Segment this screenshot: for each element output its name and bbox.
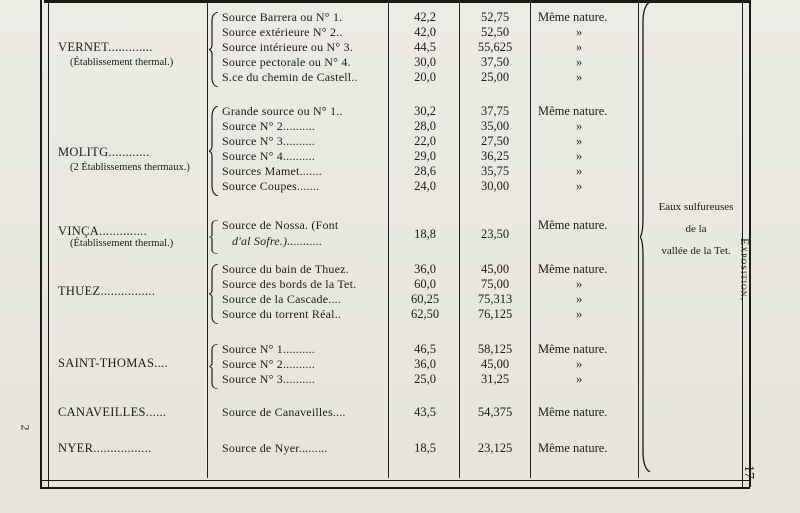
side-title: Exposition.	[738, 238, 752, 302]
water-nature: »	[576, 292, 583, 306]
margin-mark: 2	[18, 424, 33, 431]
row-brace	[209, 344, 219, 389]
source-name: Source pectorale ou N° 4.	[222, 55, 351, 69]
source-name: Source du torrent Réal..	[222, 307, 342, 321]
temperature-centigrade: 35,75	[480, 164, 510, 178]
temperature-reaumur: 43,5	[414, 405, 436, 419]
temperature-centigrade: 27,50	[480, 134, 510, 148]
source-name: Source N° 1..........	[222, 342, 315, 356]
water-nature: »	[576, 119, 583, 133]
temperature-centigrade: 45,00	[480, 357, 510, 371]
source-name: Source N° 2..........	[222, 357, 315, 371]
column-divider	[388, 0, 389, 478]
source-name: Source des bords de la Tet.	[222, 277, 357, 291]
water-nature: »	[576, 179, 583, 193]
temperature-centigrade: 58,125	[477, 342, 513, 356]
source-name: S.ce du chemin de Castell..	[222, 70, 358, 84]
frame-left-rule	[40, 0, 49, 487]
row-brace	[209, 12, 219, 87]
temperature-centigrade: 54,375	[477, 405, 513, 419]
source-name: Source du bain de Thuez.	[222, 262, 349, 276]
source-name: Source Barrera ou N° 1.	[222, 10, 343, 24]
temperature-centigrade: 75,313	[477, 292, 513, 306]
group-name: VERNET.............	[58, 40, 153, 54]
group-name: MOLITG............	[58, 145, 150, 159]
row-brace	[209, 106, 219, 196]
frame-bottom-rule	[40, 480, 750, 489]
water-nature: »	[576, 307, 583, 321]
source-name: Sources Mamet.......	[222, 164, 322, 178]
temperature-centigrade: 55,625	[477, 40, 513, 54]
group-name: CANAVEILLES......	[58, 405, 167, 419]
general-note-line2	[648, 222, 744, 237]
temperature-centigrade: 52,75	[480, 10, 510, 24]
water-nature: »	[576, 164, 583, 178]
temperature-reaumur: 20,0	[414, 70, 436, 84]
group-brace	[640, 2, 652, 472]
general-line2: de la	[685, 223, 707, 235]
water-nature: Même nature.	[538, 218, 608, 232]
water-nature: Même nature.	[538, 262, 608, 276]
temperature-centigrade: 76,125	[477, 307, 513, 321]
water-nature: Même nature.	[538, 104, 608, 118]
general-note-line1	[648, 200, 744, 215]
page-number: 17	[741, 465, 756, 479]
source-name: Source intérieure ou N° 3.	[222, 40, 353, 54]
temperature-centigrade: 52,50	[480, 25, 510, 39]
water-nature: »	[576, 372, 583, 386]
source-name: Source de la Cascade....	[222, 292, 342, 306]
source-name: Source Coupes.......	[222, 179, 320, 193]
temperature-reaumur: 28,0	[414, 119, 436, 133]
water-nature: »	[576, 277, 583, 291]
temperature-reaumur: 29,0	[414, 149, 436, 163]
temperature-reaumur: 42,2	[414, 10, 436, 24]
temperature-centigrade: 75,00	[480, 277, 510, 291]
water-nature: Même nature.	[538, 405, 608, 419]
source-name: Source de Canaveilles....	[222, 405, 346, 419]
temperature-centigrade: 23,50	[480, 227, 510, 241]
group-name: NYER.................	[58, 441, 152, 455]
temperature-reaumur: 36,0	[414, 262, 436, 276]
source-name: Source extérieure N° 2..	[222, 25, 343, 39]
temperature-centigrade: 36,25	[480, 149, 510, 163]
water-nature: »	[576, 55, 583, 69]
temperature-reaumur: 36,0	[414, 357, 436, 371]
temperature-centigrade: 45,00	[480, 262, 510, 276]
water-nature: »	[576, 134, 583, 148]
source-name: Source de Nyer.........	[222, 441, 328, 455]
row-brace	[209, 264, 219, 324]
water-nature: »	[576, 25, 583, 39]
source-name: Source N° 3..........	[222, 134, 315, 148]
column-divider	[530, 0, 531, 478]
temperature-centigrade: 25,00	[480, 70, 510, 84]
water-nature: Même nature.	[538, 441, 608, 455]
group-name: THUEZ................	[58, 284, 156, 298]
water-nature: Même nature.	[538, 10, 608, 24]
source-name-continued: d'al Sofre.)...........	[232, 234, 323, 248]
row-brace	[209, 220, 219, 254]
temperature-reaumur: 62,50	[410, 307, 440, 321]
group-name: VINÇA..............	[58, 224, 148, 238]
temperature-reaumur: 60,0	[414, 277, 436, 291]
temperature-centigrade: 37,75	[480, 104, 510, 118]
temperature-reaumur: 60,25	[410, 292, 440, 306]
group-name: SAINT-THOMAS....	[58, 356, 168, 370]
source-name: Source N° 2..........	[222, 119, 315, 133]
column-divider	[638, 0, 639, 478]
temperature-centigrade: 37,50	[480, 55, 510, 69]
column-divider	[207, 0, 208, 478]
group-subtitle: (Établissement thermal.)	[70, 238, 174, 249]
source-name: Source N° 4..........	[222, 149, 315, 163]
temperature-reaumur: 30,2	[414, 104, 436, 118]
temperature-centigrade: 30,00	[480, 179, 510, 193]
water-nature: »	[576, 357, 583, 371]
general-line1: Eaux sulfureuses	[658, 201, 734, 213]
group-subtitle: (2 Établissemens thermaux.)	[70, 162, 190, 173]
temperature-reaumur: 22,0	[414, 134, 436, 148]
temperature-reaumur: 30,0	[414, 55, 436, 69]
temperature-centigrade: 23,125	[477, 441, 513, 455]
temperature-reaumur: 25,0	[414, 372, 436, 386]
general-line3: vallée de la Tet.	[661, 245, 731, 257]
group-subtitle: (Établissement thermal.)	[70, 57, 174, 68]
general-note-line3	[648, 244, 744, 259]
water-nature: »	[576, 40, 583, 54]
temperature-centigrade: 35,00	[480, 119, 510, 133]
temperature-reaumur: 42,0	[414, 25, 436, 39]
water-nature: »	[576, 70, 583, 84]
temperature-reaumur: 24,0	[414, 179, 436, 193]
source-name: Grande source ou N° 1..	[222, 104, 343, 118]
water-nature: Même nature.	[538, 342, 608, 356]
temperature-centigrade: 31,25	[480, 372, 510, 386]
temperature-reaumur: 18,8	[414, 227, 436, 241]
temperature-reaumur: 18,5	[414, 441, 436, 455]
temperature-reaumur: 46,5	[414, 342, 436, 356]
water-nature: »	[576, 149, 583, 163]
temperature-reaumur: 44,5	[414, 40, 436, 54]
source-name: Source N° 3..........	[222, 372, 315, 386]
source-name: Source de Nossa. (Font	[222, 218, 339, 232]
temperature-reaumur: 28,6	[414, 164, 436, 178]
